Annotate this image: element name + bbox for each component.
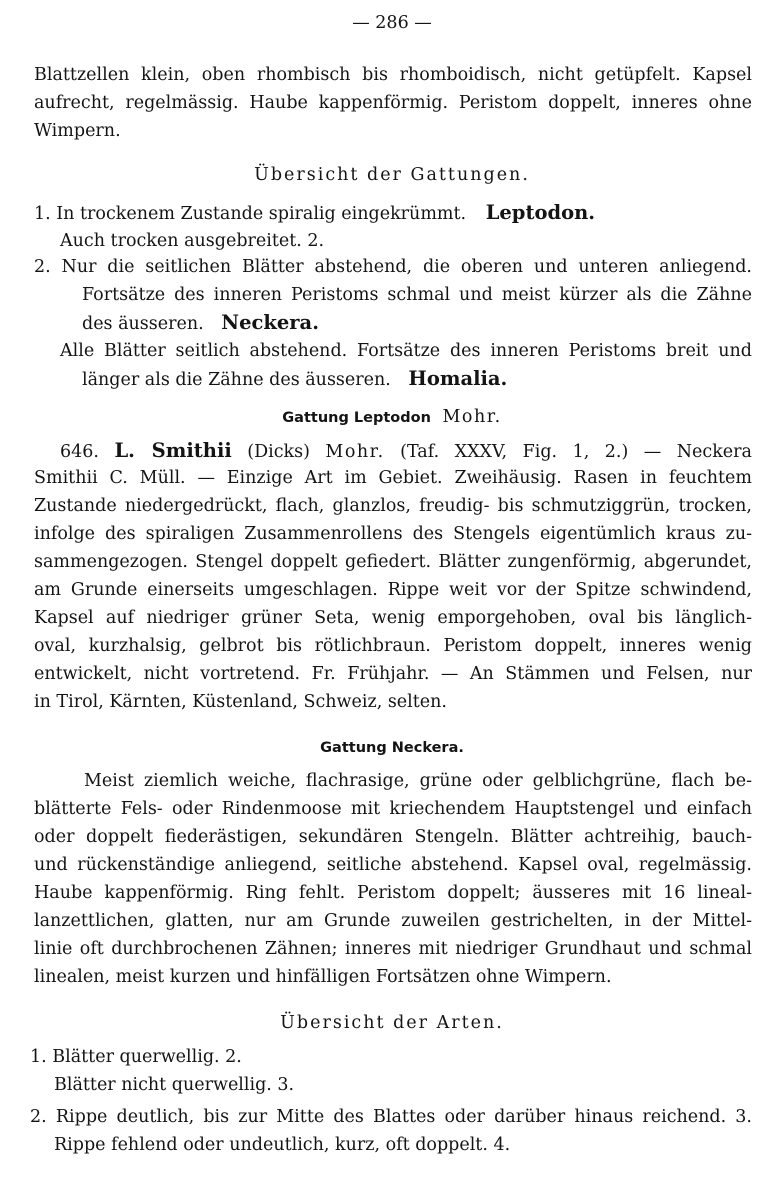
- neckera-line-1: Meist ziemlich weiche, flachrasige, grüne oder gelblichgrüne, flach be-: [84, 771, 752, 791]
- page-number: — 286 —: [352, 13, 432, 33]
- neckera-line-7: linie oft durchbrochenen Zähnen; inneres mit niedriger Grundhaut und schmal: [34, 939, 752, 959]
- neckera-line-8: linealen, meist kurzen und hinfälligen Fortsätzen ohne Wimpern.: [34, 967, 612, 987]
- species-reference: (Taf. XXXV, Fig. 1, 2.) — Neckera: [400, 442, 752, 462]
- leptodon-line-5: am Grunde einerseits umgeschlagen. Rippe weit vor der Spitze schwindend,: [34, 580, 752, 600]
- genera-key-line-7-text: länger als die Zähne des äusseren.: [82, 370, 391, 390]
- genera-key-line-1-text: 1. In trockenem Zustande spiralig eingekrümmt.: [34, 204, 467, 224]
- leptodon-line-7: oval, kurzhalsig, gelbrot bis rötlichbraun. Peristom doppelt, inneres wenig: [34, 636, 752, 656]
- genus-name-homalia: Homalia.: [408, 367, 508, 390]
- leptodon-line-1: Smithii C. Müll. — Einzige Art im Gebiet. Zweihäusig. Rasen in feuchtem: [34, 468, 752, 488]
- genera-key-line-2: Auch trocken ausgebreitet. 2.: [60, 231, 325, 251]
- species-name: L. Smithii: [114, 439, 232, 462]
- intro-line-3: Wimpern.: [34, 121, 121, 141]
- leptodon-line-3: infolge des spiraligen Zusammenrollens des Stengels eigentümlich kraus zu-: [34, 524, 752, 544]
- neckera-line-6: lanzettlichen, glatten, nur am Grunde zuweilen gestrichelten, in der Mittel-: [34, 911, 752, 931]
- leptodon-heading-author: Mohr.: [442, 407, 502, 427]
- neckera-heading-text: Gattung Neckera.: [320, 740, 464, 756]
- genera-key-line-6: Alle Blätter seitlich abstehend. Fortsätze des inneren Peristoms breit und: [60, 341, 752, 361]
- leptodon-heading: [0, 404, 784, 431]
- genera-key-line-4: Fortsätze des inneren Peristoms schmal und meist kürzer als die Zähne: [82, 285, 752, 305]
- genus-name-leptodon: Leptodon.: [485, 201, 596, 224]
- leptodon-line-9: in Tirol, Kärnten, Küstenland, Schweiz, selten.: [34, 692, 447, 712]
- genera-key-title: Übersicht der Gattungen.: [254, 165, 530, 185]
- species-key-line-2: Blätter nicht querwellig. 3.: [54, 1075, 295, 1095]
- neckera-heading: [0, 734, 784, 761]
- leptodon-line-2: Zustande niedergedrückt, flach, glanzlos, freudig- bis schmutziggrün, trocken,: [34, 496, 752, 516]
- genera-key-line-3: 2. Nur die seitlichen Blätter abstehend, die oberen und unteren anliegend.: [34, 257, 752, 277]
- species-key-line-3: 2. Rippe deutlich, bis zur Mitte des Blattes oder darüber hinaus reichend. 3.: [30, 1107, 752, 1127]
- genera-key-line-5: [82, 310, 784, 337]
- intro-line-2: aufrecht, regelmässig. Haube kappenförmig. Peristom doppelt, inneres ohne: [34, 93, 752, 113]
- species-number: 646.: [60, 442, 99, 462]
- species-key-title: Übersicht der Arten.: [280, 1013, 504, 1033]
- species-author-b: Mohr.: [325, 442, 385, 462]
- leptodon-line-8: entwickelt, nicht vortretend. Fr. Frühjahr. — An Stämmen und Felsen, nur: [34, 664, 752, 684]
- neckera-line-4: und rückenständige anliegend, seitliche abstehend. Kapsel oval, regelmässig.: [34, 855, 752, 875]
- intro-line-1: Blattzellen klein, oben rhombisch bis rhomboidisch, nicht getüpfelt. Kapsel: [34, 65, 752, 85]
- leptodon-heading-text: Gattung Leptodon: [282, 410, 431, 426]
- species-key-line-1: 1. Blätter querwellig. 2.: [30, 1047, 242, 1067]
- species-646-first-line: [60, 438, 752, 465]
- genera-key-line-7: [82, 366, 784, 393]
- genus-name-neckera: Neckera.: [221, 311, 319, 334]
- neckera-line-3: oder doppelt fiederästigen, sekundären Stengeln. Blätter achtreihig, bauch-: [34, 827, 752, 847]
- neckera-line-5: Haube kappenförmig. Ring fehlt. Peristom doppelt; äusseres mit 16 lineal-: [34, 883, 752, 903]
- leptodon-line-6: Kapsel auf niedriger grüner Seta, wenig emporgehoben, oval bis länglich-: [34, 608, 752, 628]
- genera-key-line-1: [34, 200, 784, 227]
- leptodon-line-4: sammengezogen. Stengel doppelt gefiedert. Blätter zungenförmig, abgerundet,: [34, 552, 752, 572]
- neckera-line-2: blätterte Fels- oder Rindenmoose mit kriechendem Hauptstengel und einfach: [34, 799, 752, 819]
- species-key-line-4: Rippe fehlend oder undeutlich, kurz, oft doppelt. 4.: [54, 1135, 511, 1155]
- species-author-a: (Dicks): [247, 442, 310, 462]
- genera-key-line-5-text: des äusseren.: [82, 314, 204, 334]
